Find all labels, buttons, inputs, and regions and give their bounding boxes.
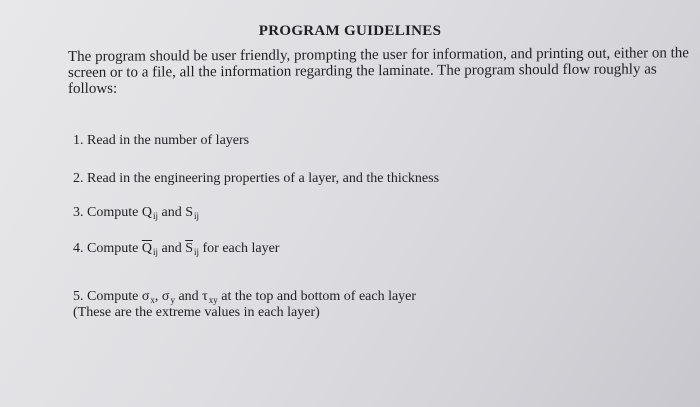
sigma-y-subscript: y [170,295,175,305]
item-text: 5. Compute [73,289,142,304]
list-item-compute-qbar-sbar [73,241,279,260]
item-text: at the top and bottom of each layer [217,289,417,304]
sigma-x-subscript: x [150,295,155,305]
list-item-note: (These are the extreme values in each layer) [73,305,320,320]
q-subscript: ij [152,211,158,221]
qbar-symbol: $\overline{Q}$ [141,241,152,256]
item-text: , [154,289,162,304]
sbar-symbol: $\overline{S}$ [185,241,193,256]
item-text: for each layer [199,241,280,256]
page-title: PROGRAM GUIDELINES [258,23,442,39]
item-text: 3. Compute [73,205,142,220]
item-text: and [174,289,203,304]
tau-xy-symbol: τ [202,289,208,304]
list-item-compute-q-s [73,205,199,224]
s-symbol: S [185,205,193,220]
s-subscript: ij [194,211,200,221]
sigma-y-symbol: σ [161,289,170,304]
list-item-read-layers: 1. Read in the number of layers [73,133,250,148]
list-item-read-properties: 2. Read in the engineering properties of a layer, and the thickness [73,171,440,186]
item-text: and [157,205,186,220]
tau-xy-subscript: xy [208,295,218,305]
qbar-subscript: ij [152,247,158,257]
sbar-subscript: ij [194,247,200,257]
item-text: 4. Compute [73,241,142,256]
q-symbol: Q [141,205,152,220]
sigma-x-symbol: σ [141,289,150,304]
item-text: and [157,241,186,256]
intro-paragraph: The program should be user friendly, prompting the user for information, and printing out, either on the screen or to a file, all the information regarding the laminate. The program should flow roughly as follows: [68,45,689,97]
